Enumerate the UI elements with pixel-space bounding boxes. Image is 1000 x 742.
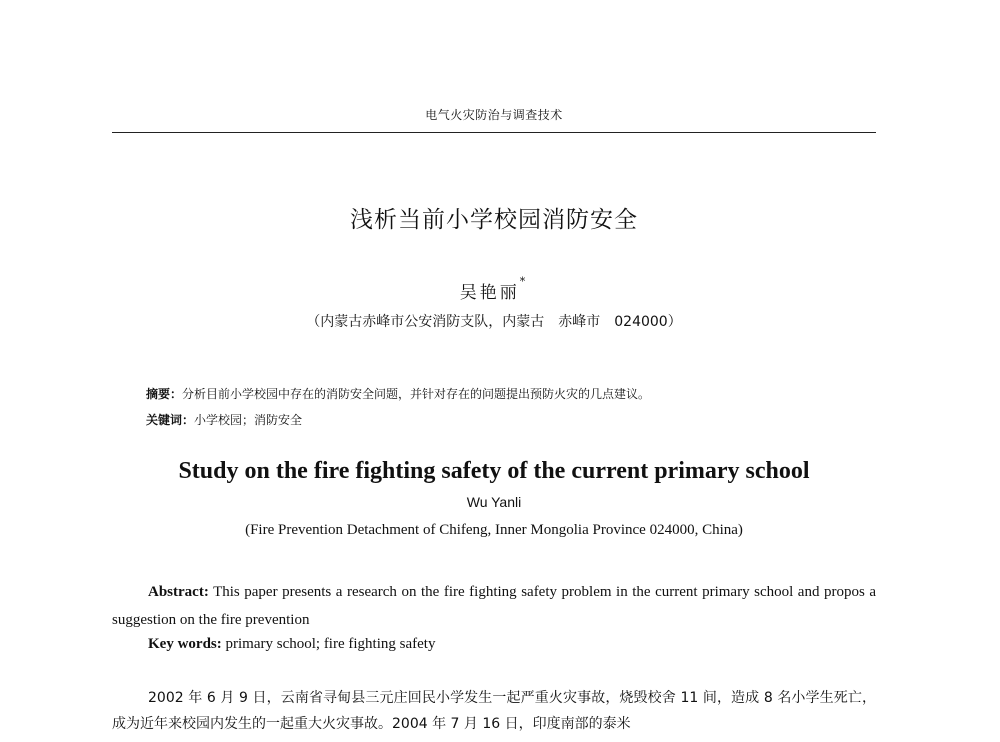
author-footnote-mark: * <box>519 275 529 288</box>
body-paragraph: 2002 年 6 月 9 日，云南省寻甸县三元庄回民小学发生一起严重火灾事故，烧毁校舍 11 间，造成 8 名小学生死亡，成为近年来校园内发生的一起重大火灾事故。2004 年 7 月 16 日，印度南部的泰米 <box>112 690 876 732</box>
header-rule <box>112 132 876 133</box>
abstract-chinese-label: 摘要： <box>146 387 183 401</box>
affiliation-chinese: （内蒙古赤峰市公安消防支队，内蒙古 赤峰市 024000） <box>306 314 682 330</box>
author-english: Wu Yanli <box>466 494 522 510</box>
title-english: Study on the fire fighting safety of the current primary school <box>178 458 810 484</box>
keywords-english <box>148 636 435 653</box>
abstract-chinese-text: 分析目前小学校园中存在的消防安全问题，并针对存在的问题提出预防火灾的几点建议。 <box>182 387 651 401</box>
keywords-chinese-label: 关键词： <box>146 413 195 427</box>
keywords-chinese <box>146 411 302 428</box>
abstract-english-label: Abstract: <box>148 584 209 600</box>
abstract-chinese <box>146 385 650 402</box>
keywords-english-text: primary school; fire fighting safety <box>221 636 436 652</box>
running-head: 电气火灾防治与调查技术 <box>425 108 563 122</box>
author-chinese-name: 吴艳丽 <box>459 283 520 303</box>
affiliation-english: (Fire Prevention Detachment of Chifeng, Inner Mongolia Province 024000, China) <box>245 522 743 538</box>
abstract-english <box>112 578 876 634</box>
keywords-chinese-text: 小学校园；消防安全 <box>194 413 303 427</box>
abstract-english-text: This paper presents a research on the fire fighting safety problem in the current primary school and propos a suggestion on the fire prevention <box>112 584 876 628</box>
title-chinese: 浅析当前小学校园消防安全 <box>350 207 638 233</box>
author-chinese <box>112 275 876 303</box>
keywords-english-label: Key words: <box>148 636 222 652</box>
